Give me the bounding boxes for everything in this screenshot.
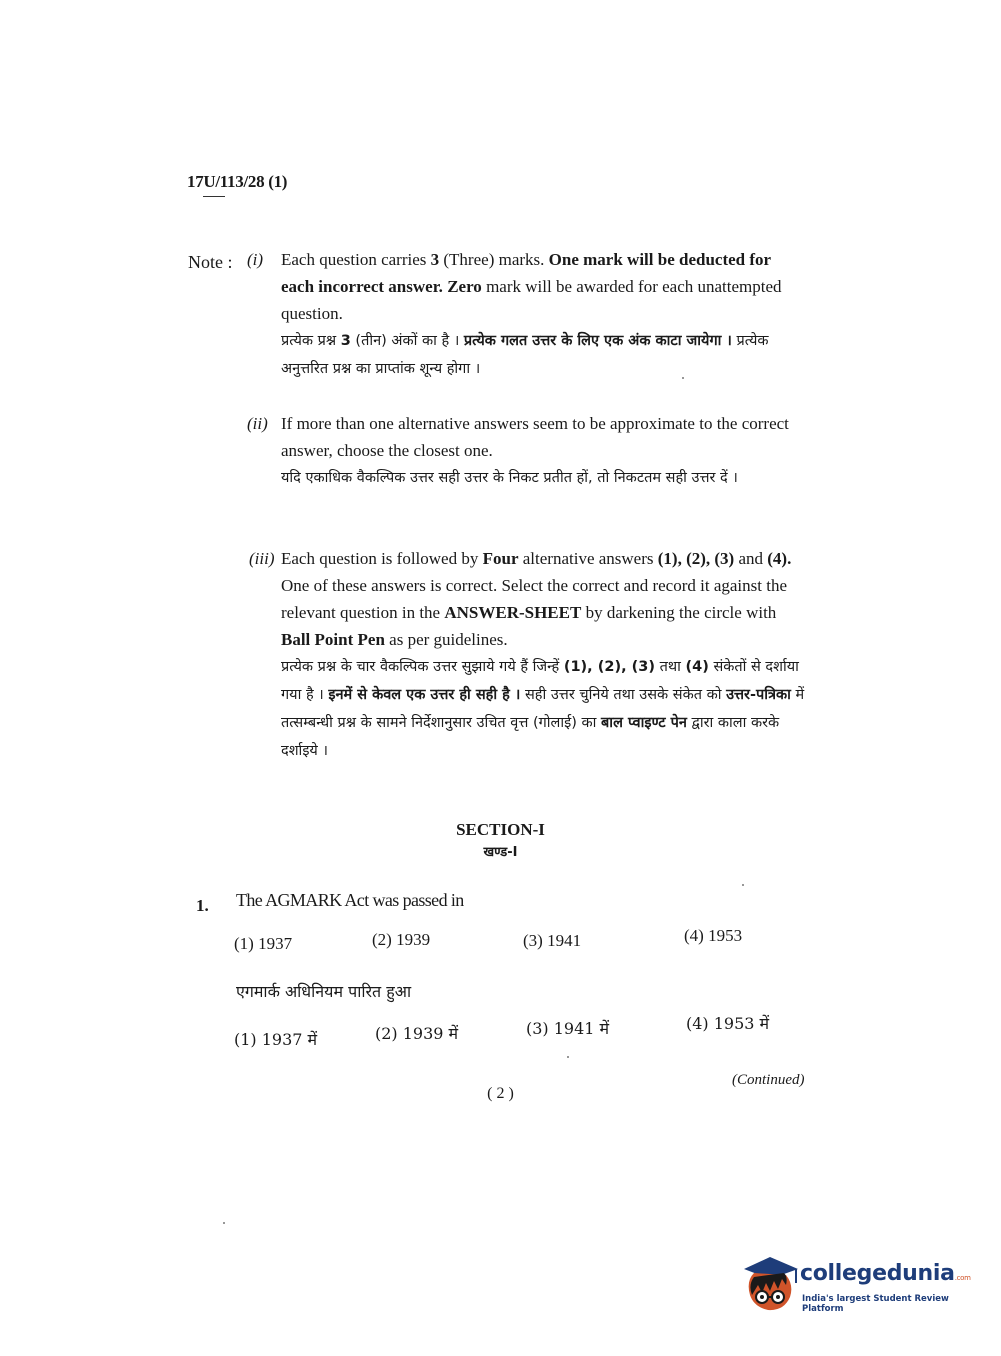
text-run-bold: बाल प्वाइण्ट पेन <box>601 715 687 731</box>
note-item-english <box>281 545 806 653</box>
text-run: alternative answers <box>518 549 658 568</box>
scan-speck <box>682 377 684 379</box>
option-2: (2) 1939 <box>372 930 431 949</box>
note-item-number: (ii) <box>247 414 268 433</box>
option-4: (4) 1953 <box>684 926 743 945</box>
mascot-icon <box>740 1255 800 1313</box>
note-item-english: If more than one alternative answers seem to be approximate to the correct answer, choose the closest one. <box>281 414 789 460</box>
text-run: तथा <box>654 659 686 675</box>
page-number: ( 2 ) <box>487 1085 514 1102</box>
option-4-hindi: (4) 1953 में <box>686 1014 770 1033</box>
text-run-bold: ANSWER-SHEET <box>444 603 582 622</box>
question-number: 1. <box>196 896 209 915</box>
note-item-3 <box>249 545 806 765</box>
text-run: and <box>734 549 768 568</box>
note-item-number: (i) <box>247 250 264 269</box>
note-item-1 <box>247 246 806 383</box>
scan-speck <box>742 884 744 886</box>
option-1: (1) 1937 <box>234 934 293 953</box>
paper-code-underline <box>203 196 225 197</box>
note-item-english <box>281 246 806 327</box>
text-run-bold: इनमें से केवल एक उत्तर ही सही है । <box>328 687 521 703</box>
options-row-hindi <box>0 1014 1001 1052</box>
text-run: द्वारा काला करके दर्शाइये । <box>281 715 780 759</box>
scan-speck <box>223 1222 225 1224</box>
section-title-hindi: खण्ड-I <box>483 845 518 860</box>
question-text: The AGMARK Act was passed in <box>236 890 464 910</box>
logo-wordmark <box>800 1261 971 1286</box>
note-label: Note : <box>188 252 233 272</box>
continued-label: (Continued) <box>732 1072 805 1088</box>
option-3-hindi: (3) 1941 में <box>526 1019 610 1038</box>
text-run: संकेतों से दर्शाया गया है । <box>281 659 799 703</box>
text-run-bold: Four <box>482 549 519 568</box>
text-run-bold: उत्तर-पत्रिका <box>726 687 791 703</box>
text-run-bold: 3 <box>340 333 351 349</box>
text-run: (तीन) अंकों का है । <box>350 333 464 349</box>
note-item-2 <box>247 410 806 492</box>
text-run-bold: Ball Point Pen <box>281 630 385 649</box>
text-run-bold: One mark will be deducted for each incorrect answer. <box>281 250 771 296</box>
text-run: प्रत्येक अनुत्तरित प्रश्न का प्राप्तांक शून्य होगा । <box>281 333 769 377</box>
text-run: Each question is followed by <box>281 549 483 568</box>
logo-domain-suffix: .com <box>954 1274 971 1282</box>
note-item-hindi <box>281 653 806 765</box>
text-run: सही उत्तर चुनिये तथा उसके संकेत को <box>520 687 727 703</box>
option-2-hindi: (2) 1939 में <box>375 1024 459 1043</box>
note-item-number: (iii) <box>249 549 275 568</box>
option-3: (3) 1941 <box>523 931 582 950</box>
option-1-hindi: (1) 1937 में <box>234 1030 318 1049</box>
text-run: One of these answers is correct. Select the correct and record it against the relevant question in the <box>281 576 788 622</box>
paper-code: 17U/113/28 (1) <box>187 172 288 191</box>
section-heading <box>0 820 1001 860</box>
note-item-hindi <box>281 327 806 383</box>
note-label-text: Note <box>188 252 223 272</box>
text-run-bold: Zero <box>447 277 482 296</box>
text-run-bold: (4) <box>685 659 709 675</box>
text-run-bold: 3 <box>430 250 440 269</box>
logo-tagline: India's largest Student Review Platform <box>802 1294 949 1314</box>
text-run: mark will be awarded for each unattempted question. <box>281 277 782 323</box>
text-run: by darkening the circle with <box>581 603 777 622</box>
collegedunia-logo <box>740 1255 980 1315</box>
text-run: प्रत्येक प्रश्न के चार वैकल्पिक उत्तर सुझाये गये हैं जिन्हें <box>281 659 564 675</box>
scan-speck <box>567 1056 569 1058</box>
text-run: प्रत्येक प्रश्न <box>281 333 341 349</box>
note-item-hindi: यदि एकाधिक वैकल्पिक उत्तर सही उत्तर के निकट प्रतीत हों, तो निकटतम सही उत्तर दें । <box>281 470 738 486</box>
logo-name-text: collegedunia <box>800 1261 955 1286</box>
text-run: में तत्सम्बन्धी प्रश्न के सामने निर्देशानुसार उचित वृत्त (गोलाई) का <box>281 687 805 731</box>
text-run-bold: (4). <box>767 549 792 568</box>
question-text-hindi: एगमार्क अधिनियम पारित हुआ <box>236 982 412 1001</box>
options-row-english <box>0 926 1001 964</box>
text-run-bold: (1), (2), (3) <box>657 549 735 568</box>
text-run: (Three) marks. <box>439 250 549 269</box>
text-run: Each question carries <box>281 250 431 269</box>
text-run-bold: प्रत्येक गलत उत्तर के लिए एक अंक काटा जायेगा । <box>463 333 732 349</box>
section-title: SECTION-I <box>456 820 545 839</box>
text-run-bold: (1), (2), (3) <box>563 659 655 675</box>
text-run: as per guidelines. <box>384 630 508 649</box>
